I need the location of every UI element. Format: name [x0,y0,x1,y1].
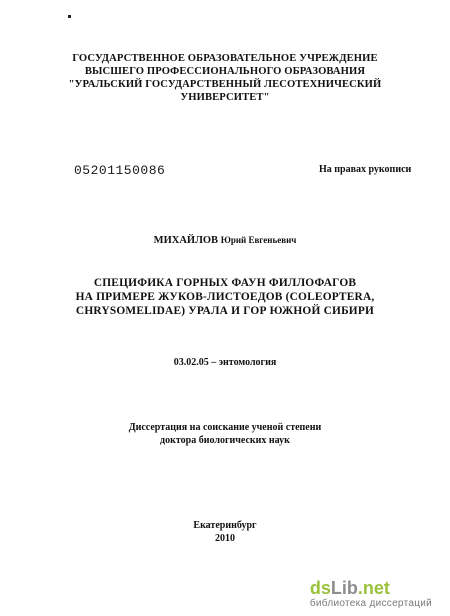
logo-ds: ds [309,578,331,598]
author-given-names: Юрий Евгеньевич [220,235,297,245]
specialty-code: 03.02.05 – энтомология [173,357,277,368]
logo-net: .net [357,578,390,598]
author-name [0,235,450,246]
author-surname: МИХАЙЛОВ [153,235,219,246]
scan-speck [68,15,71,18]
institution-line-4: УНИВЕРСИТЕТ" [180,92,270,103]
registration-number: 05201150086 [74,163,166,178]
institution-line-1: ГОСУДАРСТВЕННОЕ ОБРАЗОВАТЕЛЬНОЕ УЧРЕЖДЕНИЕ [72,53,378,64]
year: 2010 [215,533,235,544]
institution-line-2: ВЫСШЕГО ПРОФЕССИОНАЛЬНОГО ОБРАЗОВАНИЯ [84,66,366,77]
institution-header [0,52,450,104]
degree-statement [0,421,450,447]
title-line-2: НА ПРИМЕРЕ ЖУКОВ-ЛИСТОЕДОВ (COLEOPTERA, [75,291,375,303]
degree-line-2: доктора биологических наук [160,435,290,446]
degree-line-1: Диссертация на соискание ученой степени [128,422,322,433]
title-line-1: СПЕЦИФИКА ГОРНЫХ ФАУН ФИЛЛОФАГОВ [93,277,357,289]
institution-line-3: "УРАЛЬСКИЙ ГОСУДАРСТВЕННЫЙ ЛЕСОТЕХНИЧЕСКИЙ [68,79,382,90]
watermark-caption: библиотека диссертаций [309,598,432,609]
place-and-year [0,519,450,545]
dissertation-title [0,276,450,318]
city: Екатеринбург [193,520,257,531]
dslib-watermark[interactable] [310,578,432,610]
dslib-logo [310,578,432,598]
logo-lib: Lib [330,578,358,598]
title-line-3: CHRYSOMELIDAE) УРАЛА И ГОР ЮЖНОЙ СИБИРИ [75,305,375,317]
rights-note: На правах рукописи [319,164,412,175]
